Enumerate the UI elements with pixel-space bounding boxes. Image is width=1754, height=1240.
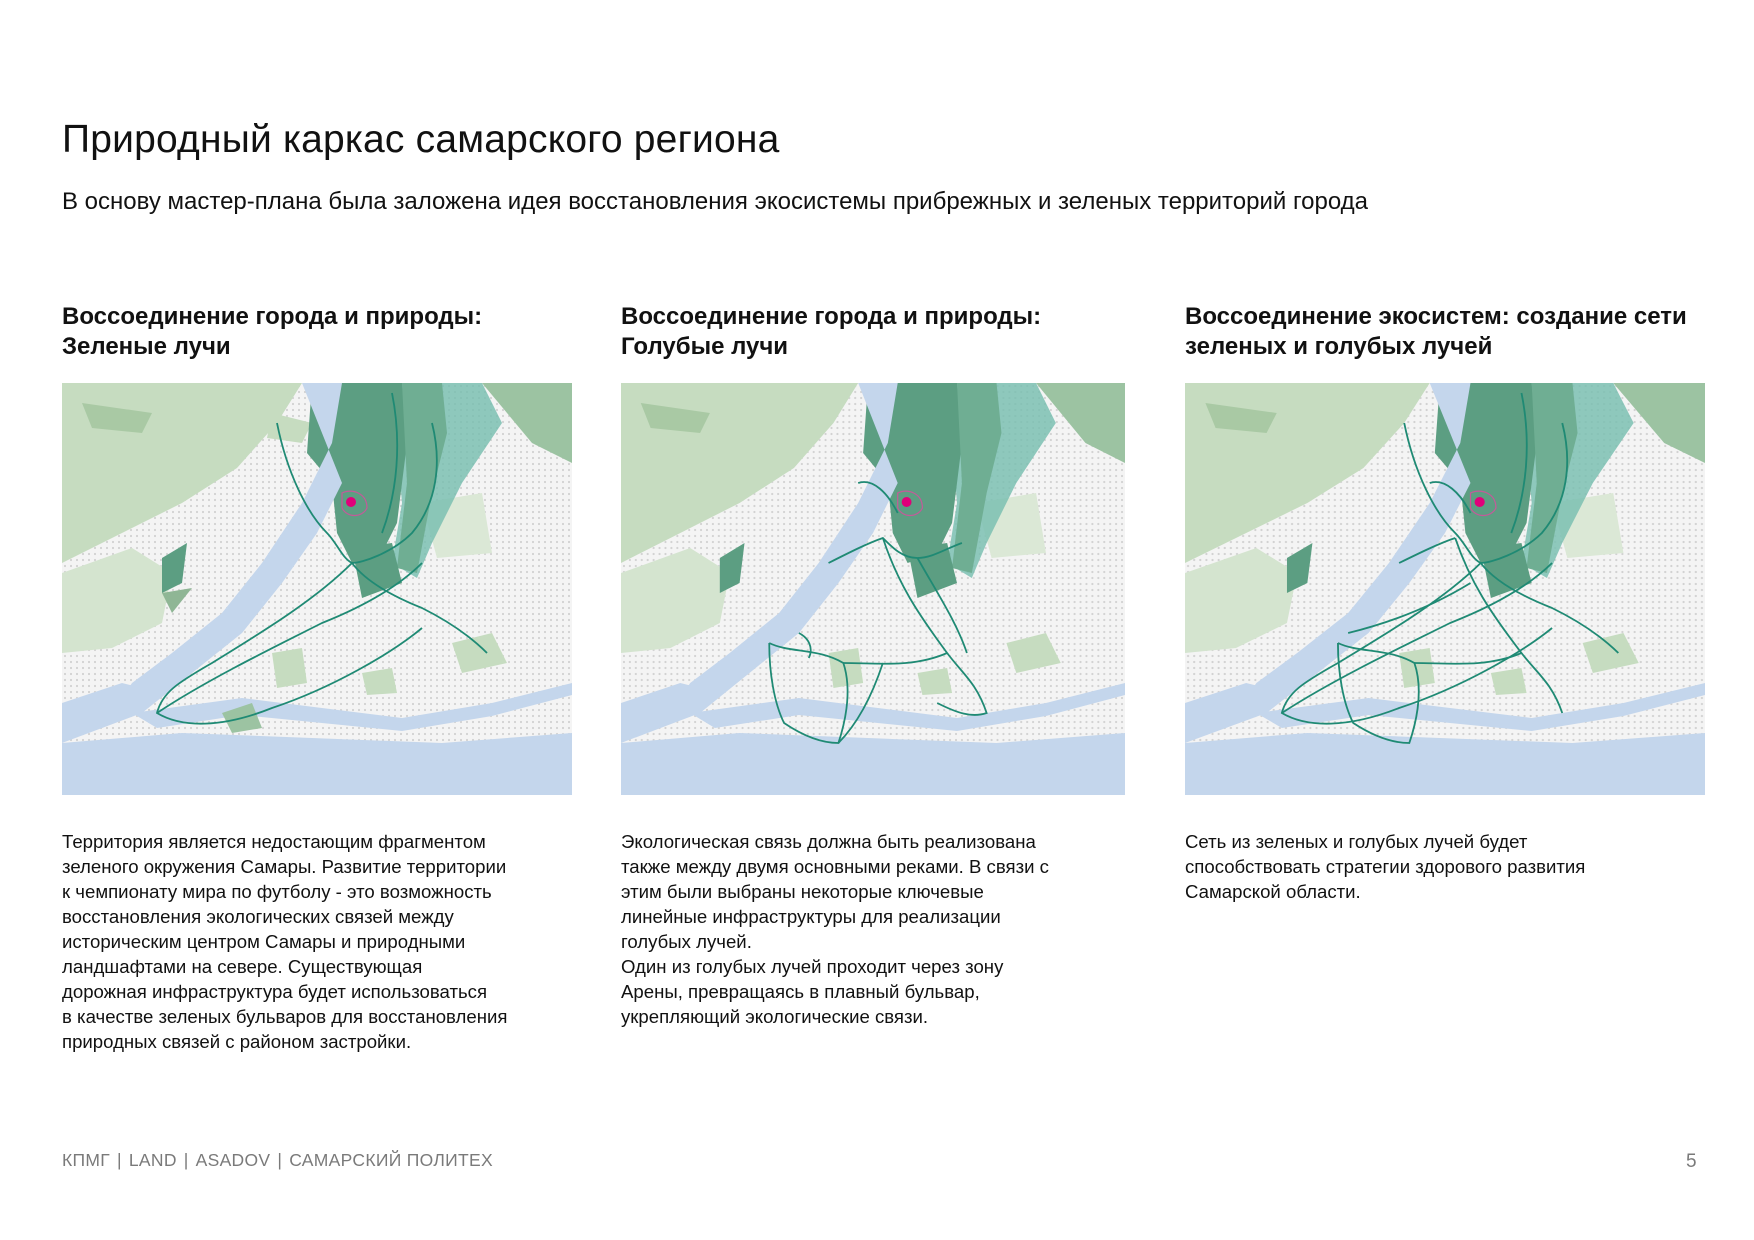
page-title: Природный каркас самарского региона xyxy=(62,118,780,161)
text-line: линейные инфраструктуры для реализации xyxy=(621,906,1001,927)
footer-separator: | xyxy=(183,1150,189,1170)
text-line: Территория является недостающим фрагментом xyxy=(62,831,486,852)
text-line: природных связей с районом застройки. xyxy=(62,1031,412,1052)
heading-line: Голубые лучи xyxy=(621,333,789,360)
column-description xyxy=(1185,829,1585,904)
column-combined-rays xyxy=(1185,302,1705,902)
text-line: укрепляющий экологические связи. xyxy=(621,1006,929,1027)
text-line: способствовать стратегии здорового развития xyxy=(1185,856,1586,877)
map-green-rays xyxy=(62,383,572,795)
text-line: в качестве зеленых бульваров для восстановления xyxy=(62,1006,508,1027)
map-image xyxy=(62,383,572,795)
footer-item: ASADOV xyxy=(195,1150,271,1170)
arena-marker xyxy=(346,497,356,507)
column-description xyxy=(621,829,1049,1029)
map-combined-rays xyxy=(1185,383,1705,795)
text-line: историческим центром Самары и природными xyxy=(62,931,466,952)
text-line: ландшафтами на севере. Существующая xyxy=(62,956,423,977)
text-line: к чемпионату мира по футболу - это возможность xyxy=(62,881,492,902)
arena-marker xyxy=(1475,497,1485,507)
footer-separator: | xyxy=(277,1150,283,1170)
text-line: дорожная инфраструктура будет использоваться xyxy=(62,981,488,1002)
heading-line: Воссоединение города и природы: xyxy=(621,303,1042,330)
column-heading xyxy=(1185,302,1705,364)
text-line: восстановления экологических связей между xyxy=(62,906,454,927)
text-line: голубых лучей. xyxy=(621,931,752,952)
map-blue-rays xyxy=(621,383,1125,795)
page-number: 5 xyxy=(1686,1151,1697,1172)
heading-line: зеленых и голубых лучей xyxy=(1185,333,1493,360)
map-image xyxy=(621,383,1125,795)
footer-credits xyxy=(62,1150,493,1171)
column-blue-rays xyxy=(621,302,1125,1027)
text-line: Сеть из зеленых и голубых лучей будет xyxy=(1185,831,1528,852)
heading-line: Воссоединение экосистем: создание сети xyxy=(1185,303,1687,330)
column-green-rays xyxy=(62,302,572,1052)
footer-item: САМАРСКИЙ ПОЛИТЕХ xyxy=(289,1150,493,1170)
footer-item: КПМГ xyxy=(62,1150,111,1170)
column-heading xyxy=(621,302,1125,364)
text-line: этим были выбраны некоторые ключевые xyxy=(621,881,984,902)
arena-marker xyxy=(902,497,912,507)
heading-line: Воссоединение города и природы: xyxy=(62,303,483,330)
footer-item: LAND xyxy=(128,1150,177,1170)
text-line: Самарской области. xyxy=(1185,881,1361,902)
page-subtitle: В основу мастер-плана была заложена идея восстановления экосистемы прибрежных и зеленых территорий города xyxy=(62,188,1369,215)
text-line: Экологическая связь должна быть реализована xyxy=(621,831,1036,852)
heading-line: Зеленые лучи xyxy=(62,333,231,360)
map-image xyxy=(1185,383,1705,795)
column-description xyxy=(62,829,507,1054)
column-heading xyxy=(62,302,572,364)
text-line: зеленого окружения Самары. Развитие территории xyxy=(62,856,507,877)
text-line: также между двумя основными реками. В связи с xyxy=(621,856,1049,877)
footer-separator: | xyxy=(117,1150,122,1170)
text-line: Один из голубых лучей проходит через зону xyxy=(621,956,1004,977)
text-line: Арены, превращаясь в плавный бульвар, xyxy=(621,981,980,1002)
